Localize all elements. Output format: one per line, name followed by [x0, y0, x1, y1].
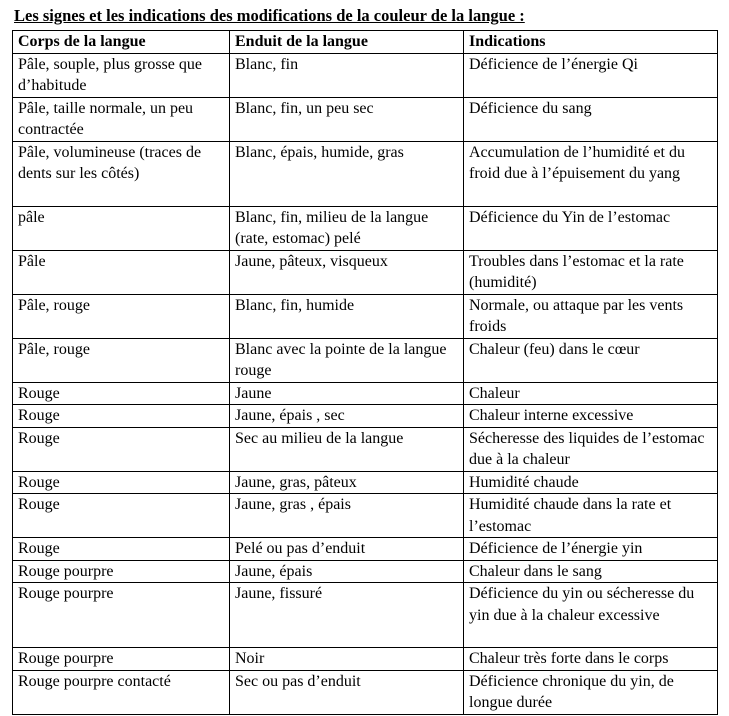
table-row	[13, 250, 718, 294]
table-row	[13, 53, 718, 97]
cell-indication: Humidité chaude	[464, 471, 718, 494]
table-row	[13, 206, 718, 250]
cell-tongue-coating: Jaune, fissuré	[230, 583, 464, 648]
table-row	[13, 338, 718, 382]
cell-indication: Normale, ou attaque par les vents froids	[464, 294, 718, 338]
cell-tongue-coating: Pelé ou pas d’enduit	[230, 538, 464, 561]
cell-indication: Déficience du Yin de l’estomac	[464, 206, 718, 250]
table-row	[13, 427, 718, 471]
cell-indication: Déficience du yin ou sécheresse du yin due à la chaleur excessive	[464, 583, 718, 648]
cell-tongue-coating: Blanc, fin, un peu sec	[230, 97, 464, 141]
cell-indication: Déficience de l’énergie yin	[464, 538, 718, 561]
table-row	[13, 538, 718, 561]
cell-tongue-coating: Jaune	[230, 382, 464, 405]
column-header-tongue-coating: Enduit de la langue	[230, 31, 464, 54]
cell-tongue-coating: Blanc avec la pointe de la langue rouge	[230, 338, 464, 382]
cell-indication: Accumulation de l’humidité et du froid due à l’épuisement du yang	[464, 141, 718, 206]
table-row	[13, 405, 718, 428]
column-header-indications: Indications	[464, 31, 718, 54]
cell-indication: Sécheresse des liquides de l’estomac due à la chaleur	[464, 427, 718, 471]
cell-tongue-coating: Sec au milieu de la langue	[230, 427, 464, 471]
table-row	[13, 648, 718, 671]
table-row	[13, 560, 718, 583]
table-row	[13, 494, 718, 538]
cell-tongue-coating: Blanc, fin, milieu de la langue (rate, estomac) pelé	[230, 206, 464, 250]
cell-tongue-body: Pâle, rouge	[13, 338, 230, 382]
cell-tongue-body: Rouge	[13, 538, 230, 561]
cell-indication: Déficience du sang	[464, 97, 718, 141]
column-header-tongue-body: Corps de la langue	[13, 31, 230, 54]
cell-tongue-body: Pâle, souple, plus grosse que d’habitude	[13, 53, 230, 97]
cell-tongue-body: Rouge pourpre	[13, 648, 230, 671]
document-title: Les signes et les indications des modifications de la couleur de la langue :	[14, 6, 525, 25]
cell-tongue-body: Rouge	[13, 494, 230, 538]
cell-tongue-coating: Blanc, épais, humide, gras	[230, 141, 464, 206]
cell-tongue-body: Rouge	[13, 405, 230, 428]
cell-tongue-body: Rouge pourpre contacté	[13, 670, 230, 714]
cell-indication: Humidité chaude dans la rate et l’estomac	[464, 494, 718, 538]
cell-tongue-body: Rouge	[13, 471, 230, 494]
cell-tongue-coating: Blanc, fin	[230, 53, 464, 97]
table-row	[13, 471, 718, 494]
cell-tongue-body: Pâle, volumineuse (traces de dents sur les côtés)	[13, 141, 230, 206]
cell-tongue-body: Rouge pourpre	[13, 583, 230, 648]
cell-indication: Déficience de l’énergie Qi	[464, 53, 718, 97]
table-row	[13, 583, 718, 648]
cell-indication: Chaleur interne excessive	[464, 405, 718, 428]
cell-tongue-body: Pâle	[13, 250, 230, 294]
table-row	[13, 97, 718, 141]
cell-indication: Chaleur	[464, 382, 718, 405]
cell-tongue-body: Pâle, rouge	[13, 294, 230, 338]
cell-tongue-body: Rouge	[13, 382, 230, 405]
cell-tongue-coating: Jaune, épais , sec	[230, 405, 464, 428]
table-row	[13, 141, 718, 206]
cell-tongue-coating: Jaune, épais	[230, 560, 464, 583]
cell-tongue-coating: Jaune, pâteux, visqueux	[230, 250, 464, 294]
cell-indication: Chaleur (feu) dans le cœur	[464, 338, 718, 382]
cell-tongue-coating: Jaune, gras, pâteux	[230, 471, 464, 494]
cell-indication: Chaleur très forte dans le corps	[464, 648, 718, 671]
cell-indication: Déficience chronique du yin, de longue durée	[464, 670, 718, 714]
cell-tongue-body: Rouge pourpre	[13, 560, 230, 583]
cell-tongue-coating: Noir	[230, 648, 464, 671]
cell-indication: Chaleur dans le sang	[464, 560, 718, 583]
cell-tongue-coating: Jaune, gras , épais	[230, 494, 464, 538]
header-row	[13, 31, 718, 54]
cell-tongue-coating: Blanc, fin, humide	[230, 294, 464, 338]
cell-tongue-coating: Sec ou pas d’enduit	[230, 670, 464, 714]
cell-tongue-body: pâle	[13, 206, 230, 250]
cell-tongue-body: Rouge	[13, 427, 230, 471]
table-row	[13, 294, 718, 338]
table-row	[13, 670, 718, 714]
tongue-signs-table	[12, 30, 718, 715]
cell-indication: Troubles dans l’estomac et la rate (humidité)	[464, 250, 718, 294]
table-row	[13, 382, 718, 405]
cell-tongue-body: Pâle, taille normale, un peu contractée	[13, 97, 230, 141]
